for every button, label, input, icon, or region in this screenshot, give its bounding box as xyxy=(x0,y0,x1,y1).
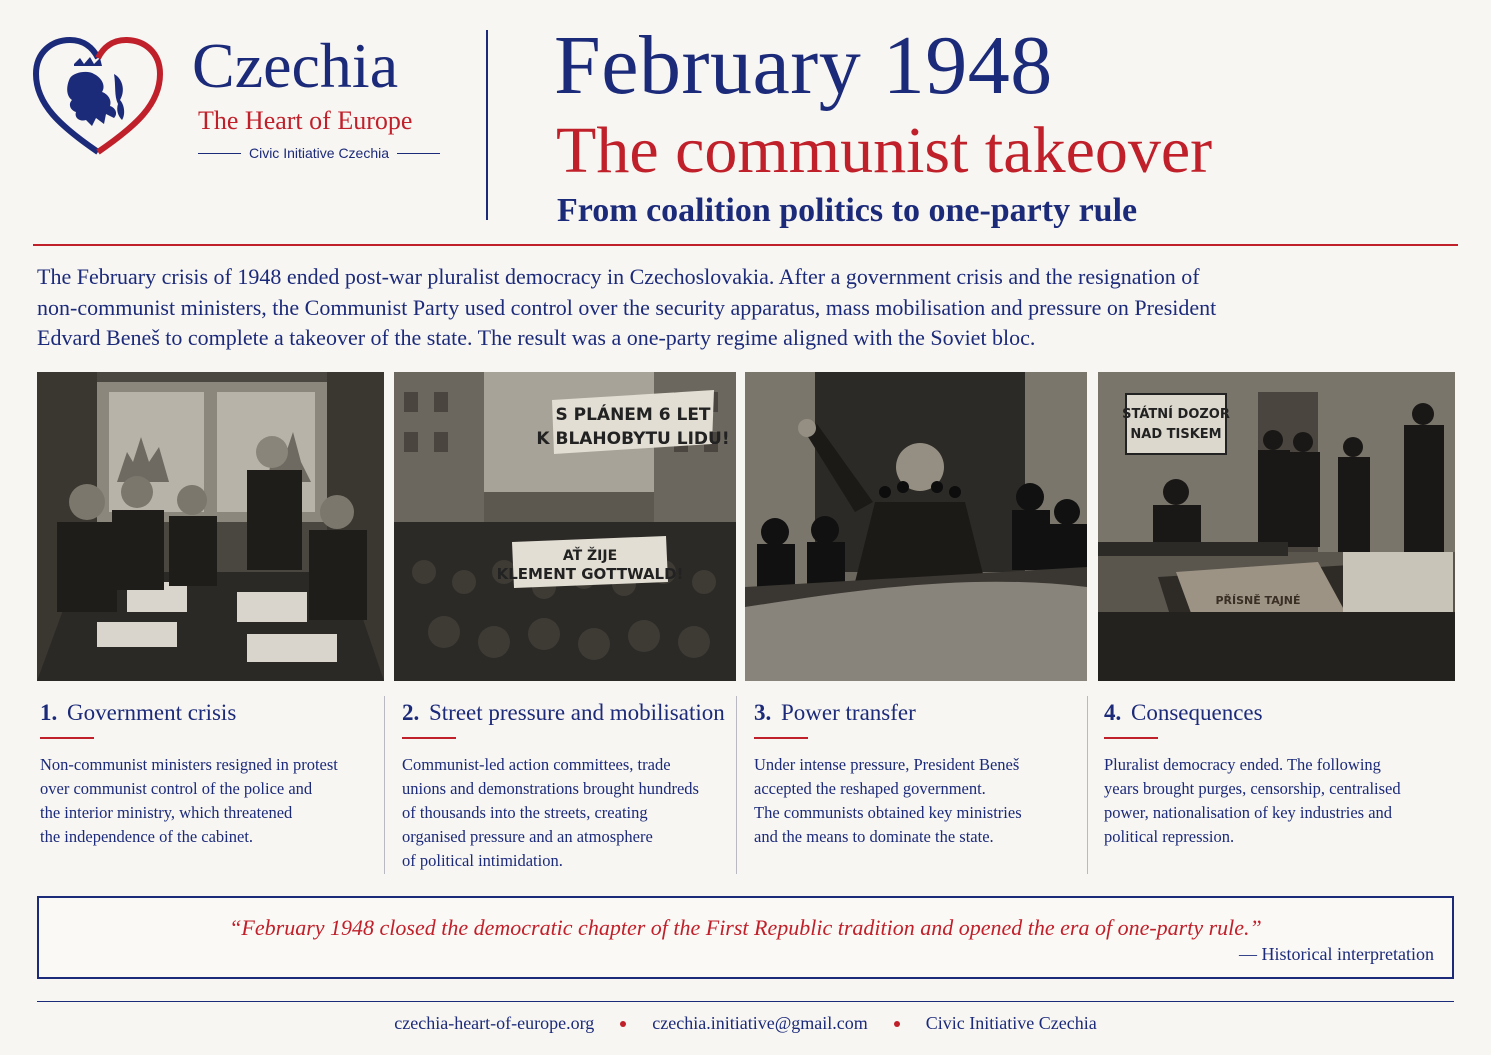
banner-gottwald-line2: KLEMENT GOTTWALD! xyxy=(496,565,684,583)
section-body xyxy=(402,753,732,873)
intro-line: non-communist ministers, the Communist Party used control over the security apparatus, mass mobilisation and pressure on President xyxy=(37,294,1217,320)
section-title-text: Consequences xyxy=(1131,700,1263,725)
section-rule xyxy=(1104,737,1158,739)
body-line: the interior ministry, which threatened xyxy=(40,803,293,822)
section-number: 1. xyxy=(40,700,58,725)
section-body xyxy=(754,753,1079,849)
section-number: 2. xyxy=(402,700,420,725)
body-line: political repression. xyxy=(1104,827,1235,846)
org-rule-left xyxy=(198,153,241,154)
body-line: over communist control of the police and xyxy=(40,779,313,798)
column-divider xyxy=(384,696,385,874)
page-title: February 1948 xyxy=(554,19,1053,112)
footer-email-link[interactable]: czechia.initiative@gmail.com xyxy=(652,1013,868,1033)
photo-government-meeting xyxy=(37,372,384,681)
section-title-text: Power transfer xyxy=(781,700,916,725)
section-rule xyxy=(754,737,808,739)
brand-org: Civic Initiative Czechia xyxy=(248,145,390,161)
quote-text: “February 1948 closed the democratic chapter of the First Republic tradition and opened the era of one-party rule.” xyxy=(229,915,1262,940)
section-body xyxy=(1104,753,1454,849)
section-consequences xyxy=(1104,700,1454,849)
body-line: power, nationalisation of key industries and xyxy=(1104,803,1393,822)
folder-label: PŘÍSNĚ TAJNÉ xyxy=(1215,594,1301,607)
section-title xyxy=(40,700,380,726)
column-divider xyxy=(1087,696,1088,874)
section-title-text: Street pressure and mobilisation xyxy=(429,700,725,725)
body-line: unions and demonstrations brought hundreds xyxy=(402,779,699,798)
section-body xyxy=(40,753,380,849)
photo-demonstration xyxy=(394,372,736,681)
page-tagline: From coalition politics to one-party rule xyxy=(557,192,1138,229)
brand-tagline: The Heart of Europe xyxy=(198,106,413,135)
intro-paragraph xyxy=(37,262,1452,354)
section-rule xyxy=(402,737,456,739)
photo-censorship-office xyxy=(1098,372,1455,681)
section-number: 3. xyxy=(754,700,772,725)
section-number: 4. xyxy=(1104,700,1122,725)
intro-line: The February crisis of 1948 ended post-war pluralist democracy in Czechoslovakia. After a government crisis and the resignation of xyxy=(37,264,1200,289)
footer xyxy=(0,1013,1491,1034)
section-title xyxy=(1104,700,1454,726)
column-divider xyxy=(736,696,737,874)
section-power-transfer xyxy=(754,700,1079,849)
section-title xyxy=(402,700,732,726)
photo-balcony-speech xyxy=(745,372,1087,681)
body-line: Under intense pressure, President Beneš xyxy=(754,755,1020,774)
bullet-dot xyxy=(894,1021,900,1027)
section-title-text: Government crisis xyxy=(67,700,237,725)
body-line: organised pressure and an atmosphere xyxy=(402,827,653,846)
body-line: the independence of the cabinet. xyxy=(40,827,254,846)
sign-line2: NAD TISKEM xyxy=(1130,427,1222,442)
banner-plan-line1: S PLÁNEM 6 LET xyxy=(555,405,711,425)
banner-plan-line2: K BLAHOBYTU LIDU! xyxy=(536,429,730,449)
body-line: accepted the reshaped government. xyxy=(754,779,986,798)
footer-website-link[interactable]: czechia-heart-of-europe.org xyxy=(394,1013,595,1033)
heart-lion-logo xyxy=(30,34,166,158)
header-divider xyxy=(486,30,488,220)
bullet-dot xyxy=(620,1021,626,1027)
quote-box xyxy=(37,896,1454,979)
section-government-crisis xyxy=(40,700,380,849)
header-rule xyxy=(33,244,1458,246)
section-rule xyxy=(40,737,94,739)
intro-line: Edvard Beneš to complete a takeover of the state. The result was a one-party regime aligned with the Soviet bloc. xyxy=(37,325,1036,350)
footer-rule xyxy=(37,1001,1454,1002)
body-line: and the means to dominate the state. xyxy=(754,827,994,846)
section-title xyxy=(754,700,1079,726)
body-line: Communist-led action committees, trade xyxy=(402,755,671,774)
brand-org-line xyxy=(198,145,440,161)
brand-name: Czechia xyxy=(192,30,399,101)
body-line: of thousands into the streets, creating xyxy=(402,803,648,822)
body-line: of political intimidation. xyxy=(402,851,563,870)
body-line: years brought purges, censorship, centralised xyxy=(1104,779,1401,798)
footer-org: Civic Initiative Czechia xyxy=(925,1013,1097,1033)
banner-gottwald-line1: AŤ ŽIJE xyxy=(562,548,618,564)
body-line: The communists obtained key ministries xyxy=(754,803,1022,822)
page-subtitle: The communist takeover xyxy=(556,114,1213,187)
quote-attribution: — Historical interpretation xyxy=(1239,944,1434,964)
body-line: Pluralist democracy ended. The following xyxy=(1104,755,1381,774)
sign-line1: STÁTNÍ DOZOR xyxy=(1122,407,1230,422)
body-line: Non-communist ministers resigned in protest xyxy=(40,755,338,774)
section-street-pressure xyxy=(402,700,732,873)
org-rule-right xyxy=(397,153,440,154)
